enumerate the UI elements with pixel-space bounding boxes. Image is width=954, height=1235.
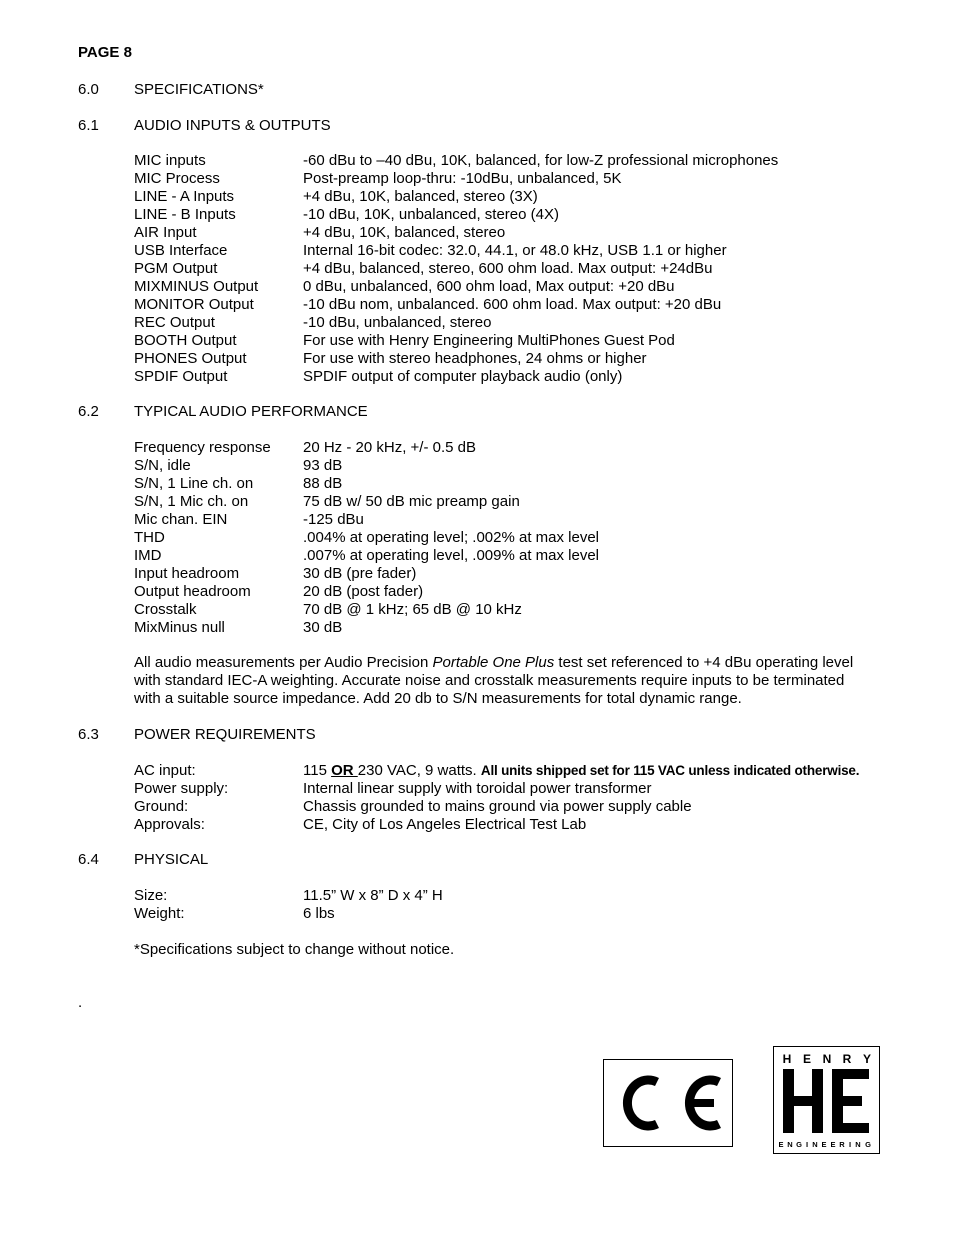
spec-value: 11.5” W x 8” D x 4” H xyxy=(303,887,443,904)
spec-label: BOOTH Output xyxy=(134,332,237,349)
spec-label: SPDIF Output xyxy=(134,368,228,385)
spec-label: IMD xyxy=(134,547,162,564)
measurement-note xyxy=(134,654,854,708)
spec-value: 88 dB xyxy=(303,475,343,492)
spec-label: MONITOR Output xyxy=(134,296,254,313)
spec-label: PGM Output xyxy=(134,260,218,277)
page-label: PAGE 8 xyxy=(78,44,132,61)
spec-label: MixMinus null xyxy=(134,619,225,636)
section-number: 6.4 xyxy=(78,851,99,868)
svg-text:E: E xyxy=(778,1140,784,1149)
spec-label: Input headroom xyxy=(134,565,240,582)
henry-engineering-logo-mark xyxy=(774,1047,878,1152)
spec-value: SPDIF output of computer playback audio (only) xyxy=(303,368,623,385)
spec-label: Power supply: xyxy=(134,780,229,797)
section-number: 6.1 xyxy=(78,117,99,134)
spec-value: .007% at operating level, .009% at max level xyxy=(303,547,600,564)
measurement-note-text: All audio measurements per Audio Precision xyxy=(134,654,433,671)
spec-value xyxy=(303,762,859,780)
spec-value: -10 dBu, 10K, unbalanced, stereo (4X) xyxy=(303,206,559,223)
spec-label: REC Output xyxy=(134,314,215,331)
ce-mark-logo xyxy=(603,1059,733,1147)
footnote: *Specifications subject to change without notice. xyxy=(134,941,455,958)
spec-value: 93 dB xyxy=(303,457,343,474)
section-title: AUDIO INPUTS & OUTPUTS xyxy=(134,117,331,134)
spec-value: -10 dBu nom, unbalanced. 600 ohm load. Max output: +20 dBu xyxy=(303,296,722,313)
spec-value: Post-preamp loop-thru: -10dBu, unbalanced, 5K xyxy=(303,170,622,187)
spec-value: 75 dB w/ 50 dB mic preamp gain xyxy=(303,493,520,510)
spec-label: Size: xyxy=(134,887,168,904)
spec-value: Internal linear supply with toroidal power transformer xyxy=(303,780,652,797)
spec-label: AIR Input xyxy=(134,224,197,241)
svg-text:E: E xyxy=(802,1052,812,1066)
svg-text:E: E xyxy=(830,1140,836,1149)
svg-text:N: N xyxy=(787,1140,793,1149)
spec-value: 20 dB (post fader) xyxy=(303,583,424,600)
spec-label: S/N, idle xyxy=(134,457,191,474)
svg-text:G: G xyxy=(865,1140,871,1149)
spec-value: +4 dBu, balanced, stereo, 600 ohm load. Max output: +24dBu xyxy=(303,260,713,277)
ac-voltage-115: 115 xyxy=(303,762,332,779)
spec-label: MIC Process xyxy=(134,170,220,187)
measurement-note-text-rest: test set referenced to +4 dBu operating level with standard IEC-A weighting. Accurate noise and crosstalk measurements require inputs to be terminated with a suitable source impedance. Add 20 db to S/N measurements for total dynamic range. xyxy=(134,654,854,707)
spec-label: S/N, 1 Line ch. on xyxy=(134,475,254,492)
svg-text:Y: Y xyxy=(862,1052,872,1066)
spec-label: Frequency response xyxy=(134,439,271,456)
section-number: 6.3 xyxy=(78,726,99,743)
spec-label: Weight: xyxy=(134,905,185,922)
spec-value: 70 dB @ 1 kHz; 65 dB @ 10 kHz xyxy=(303,601,522,618)
svg-text:N: N xyxy=(855,1140,861,1149)
spec-value: Chassis grounded to mains ground via power supply cable xyxy=(303,798,692,815)
spec-label: Output headroom xyxy=(134,583,251,600)
spec-label: Approvals: xyxy=(134,816,205,833)
svg-text:N: N xyxy=(822,1052,832,1066)
spec-label: LINE - A Inputs xyxy=(134,188,235,205)
spec-value: +4 dBu, 10K, balanced, stereo xyxy=(303,224,506,241)
spec-value: For use with stereo headphones, 24 ohms or higher xyxy=(303,350,647,367)
section-title: SPECIFICATIONS* xyxy=(134,81,264,98)
spec-value: -10 dBu, unbalanced, stereo xyxy=(303,314,492,331)
spec-value: 30 dB (pre fader) xyxy=(303,565,417,582)
section-title: PHYSICAL xyxy=(134,851,209,868)
spec-value: .004% at operating level; .002% at max level xyxy=(303,529,600,546)
section-number: 6.0 xyxy=(78,81,99,98)
spec-value: 20 Hz - 20 kHz, +/- 0.5 dB xyxy=(303,439,476,456)
spec-label: LINE - B Inputs xyxy=(134,206,236,223)
measurement-note-product: Portable One Plus xyxy=(432,654,555,671)
section-title: TYPICAL AUDIO PERFORMANCE xyxy=(134,403,368,420)
spec-value: 6 lbs xyxy=(303,905,335,922)
spec-label: Crosstalk xyxy=(134,601,197,618)
spec-value: -60 dBu to –40 dBu, 10K, balanced, for low-Z professional microphones xyxy=(303,152,779,169)
spec-label: MIC inputs xyxy=(134,152,206,169)
spec-label: USB Interface xyxy=(134,242,228,259)
spec-label: S/N, 1 Mic ch. on xyxy=(134,493,249,510)
ce-mark-icon xyxy=(604,1060,731,1145)
svg-text:R: R xyxy=(839,1140,845,1149)
ac-or-word: OR xyxy=(331,762,358,779)
spec-value: 0 dBu, unbalanced, 600 ohm load, Max output: +20 dBu xyxy=(303,278,675,295)
spec-label: Mic chan. EIN xyxy=(134,511,228,528)
spec-label: AC input: xyxy=(134,762,196,779)
ac-voltage-230: 230 VAC, 9 watts. xyxy=(357,762,481,779)
section-title: POWER REQUIREMENTS xyxy=(134,726,316,743)
svg-text:I: I xyxy=(805,1140,809,1149)
henry-engineering-logo xyxy=(773,1046,880,1154)
spec-value: For use with Henry Engineering MultiPhones Guest Pod xyxy=(303,332,675,349)
spec-value: 30 dB xyxy=(303,619,343,636)
svg-text:E: E xyxy=(821,1140,827,1149)
ac-shipping-note: All units shipped set for 115 VAC unless indicated otherwise. xyxy=(480,763,860,778)
stray-dot: . xyxy=(78,994,83,1011)
section-number: 6.2 xyxy=(78,403,99,420)
svg-text:I: I xyxy=(848,1140,852,1149)
spec-value: CE, City of Los Angeles Electrical Test Lab xyxy=(303,816,587,833)
spec-label: Ground: xyxy=(134,798,189,815)
spec-value: -125 dBu xyxy=(303,511,364,528)
spec-value: +4 dBu, 10K, balanced, stereo (3X) xyxy=(303,188,538,205)
svg-text:H: H xyxy=(782,1052,792,1066)
spec-label: THD xyxy=(134,529,165,546)
spec-label: MIXMINUS Output xyxy=(134,278,259,295)
spec-label: PHONES Output xyxy=(134,350,247,367)
svg-text:G: G xyxy=(796,1140,802,1149)
svg-text:N: N xyxy=(812,1140,818,1149)
svg-text:R: R xyxy=(842,1052,852,1066)
spec-value: Internal 16-bit codec: 32.0, 44.1, or 48.0 kHz, USB 1.1 or higher xyxy=(303,242,727,259)
